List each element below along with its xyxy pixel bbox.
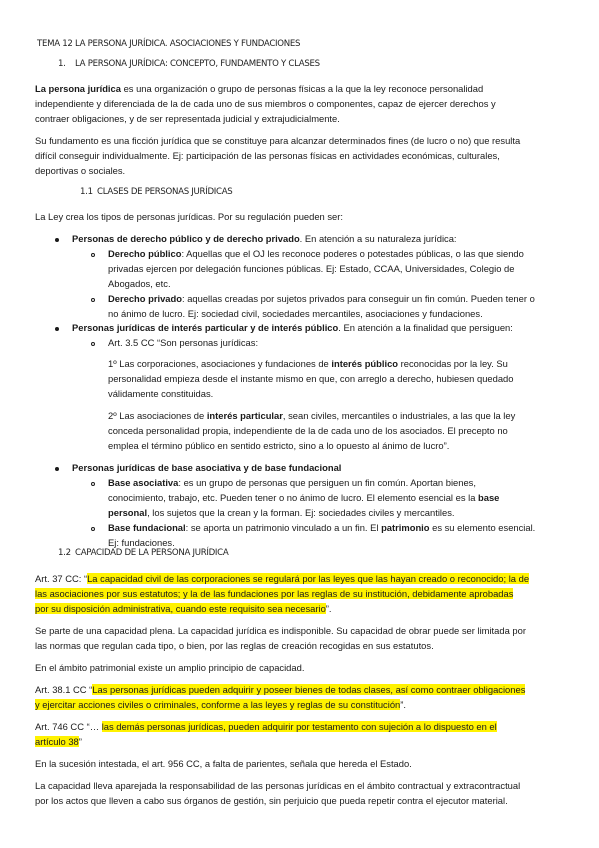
quote-line: personalidad empieza desde el instante mismo en que, con arreglo a derecho, hubiesen quedado xyxy=(108,373,514,384)
text-run: ”. xyxy=(325,603,332,614)
text-run: : Aquellas que el OJ les reconoce poderes o potestades públicas, o las que siendo xyxy=(181,248,524,259)
sub-bullet-point xyxy=(91,482,95,486)
paragraph-line: por los actos que lleven a cabo sus órganos de gestión, sin perjuicio que pueda repetir contra el ejecutor material. xyxy=(35,795,508,806)
sub-bullet-point xyxy=(91,298,95,302)
quote-line: emplea el término público en sentido estricto, sino a lo opuesto al ánimo de lucro”. xyxy=(108,440,450,451)
sub-bullet-point xyxy=(91,253,95,257)
article-ref: Art. 38.1 CC “ xyxy=(35,684,93,695)
bullet-title: Personas jurídicas de interés particular y de interés público xyxy=(72,322,339,333)
text-run: conocimiento, trabajo, etc. Pueden tener o no ánimo de lucro. El elemento esencial es la xyxy=(108,492,479,503)
bullet-base: Personas jurídicas de base asociativa y de base fundacional xyxy=(72,462,342,473)
text-run: : es un grupo de personas que persiguen un fin común. Aportan bienes, xyxy=(178,477,476,488)
article-37-quote xyxy=(35,572,529,585)
text-run: 1º Las corporaciones, asociaciones y fundaciones de xyxy=(108,358,332,369)
sub-item-line: privadas ejercen por delegación funciones públicas. Ej: Estado, CCAA, Universidades, Colegio de xyxy=(108,263,515,274)
paragraph-line: difícil conseguir individualmente. Ej: participación de las personas físicas en actividades económicas, culturales, xyxy=(35,150,500,161)
paragraph-patrimonial: En el ámbito patrimonial existe un amplio principio de capacidad. xyxy=(35,662,305,673)
section-1-title: LA PERSONA JURÍDICA: CONCEPTO, FUNDAMENTO Y CLASES xyxy=(75,59,320,69)
highlighted-text: por su disposición administrativa, cuando este requisito sea necesario xyxy=(35,603,326,614)
quote-line: válidamente constituidas. xyxy=(108,388,214,399)
bullet-point xyxy=(55,327,59,331)
topic-title: TEMA 12 LA PERSONA JURÍDICA. ASOCIACIONES Y FUNDACIONES xyxy=(37,39,301,49)
text-run: reconocidas por la ley. Su xyxy=(398,358,508,369)
emphasis: personal xyxy=(108,507,148,518)
sub-bullet-point xyxy=(91,342,95,346)
text-run: , sean civiles, mercantiles o industriales, a las que la ley xyxy=(282,410,516,421)
article-746-quote xyxy=(35,720,497,733)
bullet-title: Personas de derecho público y de derecho privado xyxy=(72,233,300,244)
sub-item-title: Base asociativa xyxy=(108,477,179,488)
sub-item-line: no ánimo de lucro. Ej: sociedad civil, sociedades mercantiles, asociaciones y fundaciones. xyxy=(108,308,483,319)
article-line xyxy=(35,587,513,600)
sub-item-title: Derecho público xyxy=(108,248,182,259)
paragraph-line: independiente y diferenciada de la de cada uno de sus miembros o componentes, capaz de ejercer derechos y xyxy=(35,98,496,109)
paragraph-capacidad: Se parte de una capacidad plena. La capacidad jurídica es indisponible. Su capacidad de obrar puede ser limitada por xyxy=(35,625,526,636)
article-38-1-quote xyxy=(35,683,525,696)
emphasis: base xyxy=(478,492,500,503)
article-ref: Art. 37 CC: “ xyxy=(35,573,88,584)
text-run: : se aporta un patrimonio vinculado a un fin. El xyxy=(185,522,382,533)
article-line xyxy=(35,698,406,711)
paragraph-line: deportivas o sociales. xyxy=(35,165,126,176)
emphasis: interés público xyxy=(331,358,399,369)
emphasis: interés particular xyxy=(206,410,283,421)
emphasis: patrimonio xyxy=(381,522,430,533)
text-run: . En atención a la finalidad que persiguen: xyxy=(338,322,513,333)
article-line xyxy=(35,735,82,748)
paragraph-line: las normas que regulan cada tipo, o bien, por las reglas de creación recogidas en sus estatutos. xyxy=(35,640,434,651)
sub-item-derecho-publico xyxy=(108,247,524,260)
paragraph-tipos: La Ley crea los tipos de personas jurídicas. Por su regulación pueden ser: xyxy=(35,211,343,222)
bullet-point xyxy=(55,467,59,471)
article-line xyxy=(35,602,332,615)
quote-interes-particular xyxy=(108,409,515,422)
bullet-publico-privado xyxy=(72,232,457,245)
section-1-1-title: CLASES DE PERSONAS JURÍDICAS xyxy=(97,187,233,197)
highlighted-text: y ejercitar acciones civiles o criminales, conforme a las leyes y reglas de su constitución xyxy=(35,699,401,710)
text-run: 2º Las asociaciones de xyxy=(108,410,207,421)
sub-item-title: Derecho privado xyxy=(108,293,182,304)
section-1-number: 1. xyxy=(58,59,66,69)
section-1-2-number: 1.2 xyxy=(58,548,71,558)
sub-item-line xyxy=(108,491,499,504)
paragraph-sucesion: En la sucesión intestada, el art. 956 CC, a falta de parientes, señala que hereda el Estado. xyxy=(35,758,412,769)
bullet-point xyxy=(55,238,59,242)
highlighted-text: artículo 38 xyxy=(35,736,79,747)
sub-bullet-point xyxy=(91,527,95,531)
text-run: es su elemento esencial. xyxy=(429,522,536,533)
highlighted-text: las asociaciones por sus estatutos; y la de las fundaciones por las reglas de su institución, debidamente aprobadas xyxy=(35,588,514,599)
highlighted-text: las demás personas jurídicas, pueden adquirir por testamento con sujeción a lo dispuesto en el xyxy=(101,721,497,732)
text-run: , los sujetos que la crean y la forman. Ej: sociedades civiles y mercantiles. xyxy=(147,507,455,518)
sub-item-base-fundacional xyxy=(108,521,535,534)
sub-item-title: Base fundacional xyxy=(108,522,186,533)
text-run: . En atención a su naturaleza jurídica: xyxy=(299,233,457,244)
text-run: ” xyxy=(78,736,82,747)
sub-item-base-asociativa xyxy=(108,476,476,489)
sub-item-derecho-privado xyxy=(108,292,535,305)
section-1-1-number: 1.1 xyxy=(80,187,93,197)
article-ref: Art. 746 CC “… xyxy=(35,721,102,732)
quote-interes-publico xyxy=(108,357,508,370)
sub-item-line xyxy=(108,506,455,519)
text-run: : aquellas creadas por sujetos privados para conseguir un fin común. Pueden tener o xyxy=(181,293,535,304)
paragraph-definition xyxy=(35,82,483,95)
section-1-2-title: CAPACIDAD DE LA PERSONA JURÍDICA xyxy=(75,548,229,558)
sub-item-line: Abogados, etc. xyxy=(108,278,171,289)
bullet-interes xyxy=(72,321,513,334)
quote-line: conceda personalidad propia, independiente de la de cada uno de los asociados. El precepto no xyxy=(108,425,508,436)
paragraph-fundamento: Su fundamento es una ficción jurídica que se constituye para alcanzar determinados fines (de lucro o no) que resulta xyxy=(35,135,521,146)
term-persona-juridica: La persona jurídica xyxy=(35,83,121,94)
highlighted-text: Las personas jurídicas pueden adquirir y poseer bienes de todas clases, así como contraer obligaciones xyxy=(92,684,526,695)
sub-item-art-3-5: Art. 3.5 CC “Son personas jurídicas: xyxy=(108,337,259,348)
text-run: ”. xyxy=(400,699,406,710)
text-run: es una organización o grupo de personas físicas a la que la ley reconoce personalidad xyxy=(120,83,484,94)
highlighted-text: La capacidad civil de las corporaciones se regulará por las leyes que las hayan creado o reconocido; la de xyxy=(87,573,530,584)
sub-item-line: Ej: fundaciones. xyxy=(108,537,175,548)
paragraph-responsabilidad: La capacidad lleva aparejada la responsabilidad de las personas jurídicas en el ámbito contractual y extracontractual xyxy=(35,780,521,791)
paragraph-line: contraer obligaciones, y de ser representada judicial y extrajudicialmente. xyxy=(35,113,340,124)
